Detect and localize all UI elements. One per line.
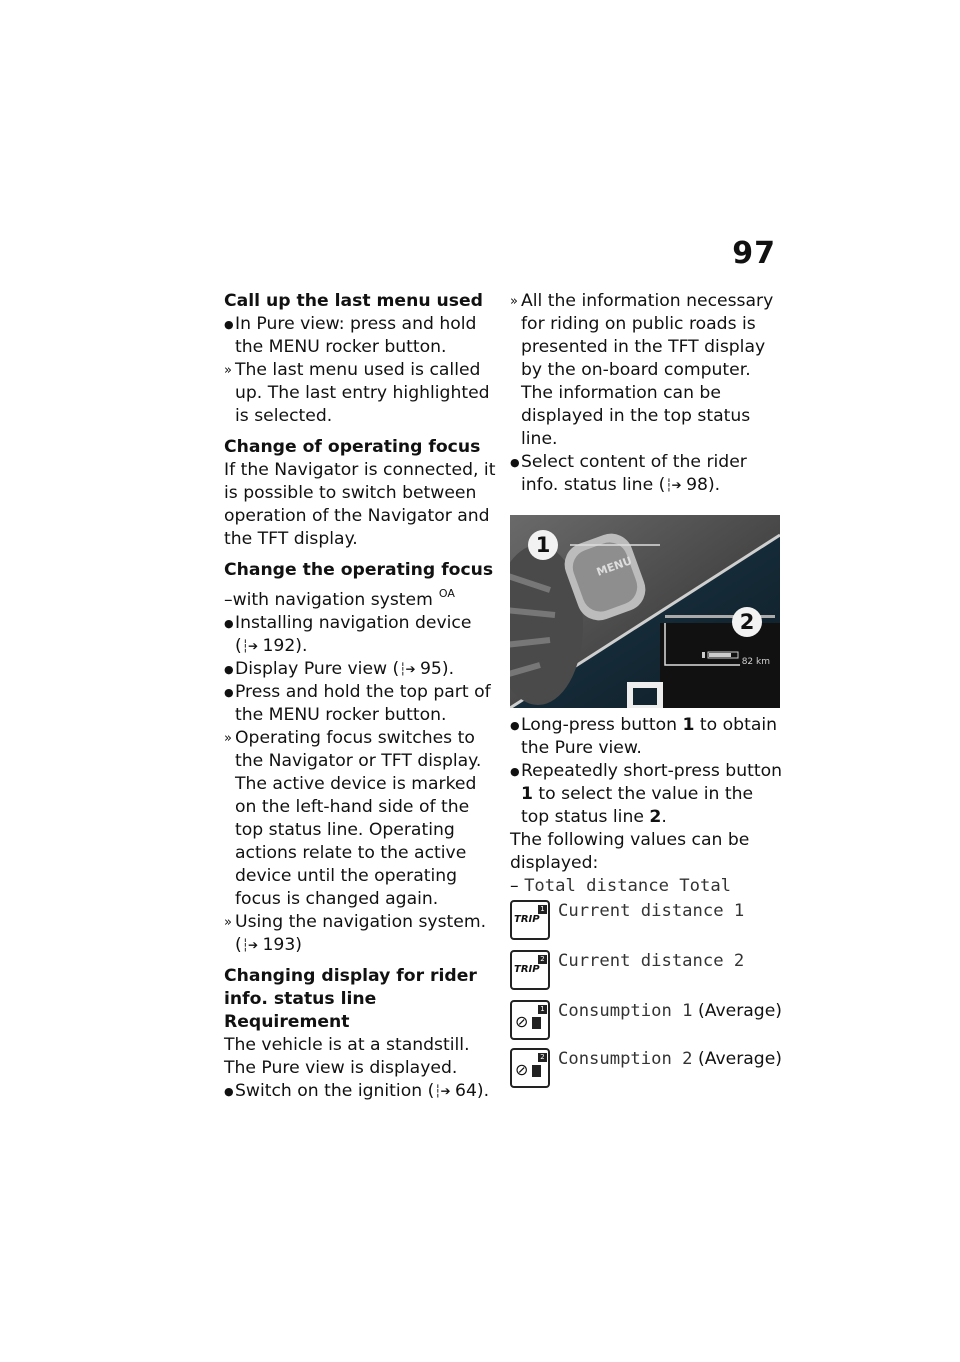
result-focus-switches: » Operating focus switches to the Navigator or TFT display. The active device is marked on the left-hand side of the top status line. Operating actions relate to the active device until the operating focus is changed again. [224,728,482,909]
value-consumption-2: ⊘ 2 Consumption 2 (Average) [510,1048,782,1088]
change-focus-text: If the Navigator is connected, it is possible to switch between operation of the Navigator and the TFT display. [224,460,496,549]
section-title-change-focus: Change of operating focus [224,437,481,457]
step-install-navigation: ● Installing navigation device (┆➔ 192). [224,613,472,656]
value-trip-1: TRIP 1 Current distance 1 [510,900,782,940]
bullet-icon: ● [510,456,520,469]
bullet-icon: ● [510,765,520,778]
status-line-km: 82 km [741,657,770,667]
result-using-navigation: » Using the navigation system. (┆➔ 193) [224,912,487,955]
bullet-icon: ● [224,686,234,699]
result-information-presented: » All the information necessary for riding on public roads is presented in the TFT display by the on-board computer. The information can be displayed in the top status line. [510,291,774,449]
menu-rocker-label: MENU [594,554,634,579]
bullet-icon: ● [224,617,234,630]
step-long-press: ● Long-press button 1 to obtain the Pure view. [510,715,778,758]
step-display-pure-view: ● Display Pure view (┆➔ 95). [224,659,455,679]
result-last-menu: » The last menu used is called up. The last entry highlighted is selected. [224,360,490,426]
result-arrow-icon: » [224,915,232,930]
trip-1-icon: TRIP 1 [510,900,550,940]
step-switch-ignition: ● Switch on the ignition (┆➔ 64). [224,1081,490,1101]
value-total-distance: – Total distance Total [510,876,732,896]
section-title-changing-display: Changing display for rider info. status line [224,966,477,1009]
value-consumption-1: ⊘ 1 Consumption 1 (Average) [510,1000,782,1040]
step-short-press: ● Repeatedly short-press button 1 to select the value in the top status line 2. [510,761,783,827]
page-number: 97 [732,236,776,271]
result-arrow-icon: » [224,363,232,378]
page-ref-icon: ┆➔ [399,662,415,676]
step-press-hold-menu: ● In Pure view: press and hold the MENU rocker button. [224,314,477,357]
dash-icon: – [510,876,519,896]
navigation-subtitle: –with navigation system $^{OA}$ [224,587,455,610]
step-press-top-rocker: ● Press and hold the top part of the MENU rocker button. [224,682,491,725]
result-arrow-icon: » [510,294,518,309]
page-ref-icon: ┆➔ [434,1084,450,1098]
figure-label-1: 1 [528,530,558,560]
page-ref-icon: ┆➔ [241,938,257,952]
trip-2-icon: TRIP 2 [510,950,550,990]
result-arrow-icon: » [224,731,232,746]
bullet-icon: ● [510,719,520,732]
optional-accessory-badge: OA [438,587,455,600]
bullet-icon: ● [224,318,234,331]
page-ref-icon: ┆➔ [241,639,257,653]
section-title-change-the-focus: Change the operating focus [224,560,494,580]
consumption-2-icon: ⊘ 2 [510,1048,550,1088]
right-column [510,290,782,1088]
handlebar-tft-photo [510,515,780,708]
consumption-1-icon: ⊘ 1 [510,1000,550,1040]
left-column [224,290,496,1103]
page-ref-icon: ┆➔ [665,478,681,492]
bullet-icon: ● [224,663,234,676]
figure-label-2: 2 [732,607,762,637]
step-select-content: ● Select content of the rider info. status line (┆➔ 98). [510,452,747,495]
requirement-heading: Requirement [224,1012,350,1032]
section-title-last-menu: Call up the last menu used [224,291,483,311]
requirement-text: The vehicle is at a standstill. The Pure view is displayed. [224,1035,470,1078]
value-trip-2: TRIP 2 Current distance 2 [510,950,782,990]
bullet-icon: ● [224,1085,234,1098]
values-intro: The following values can be displayed: [510,830,750,873]
